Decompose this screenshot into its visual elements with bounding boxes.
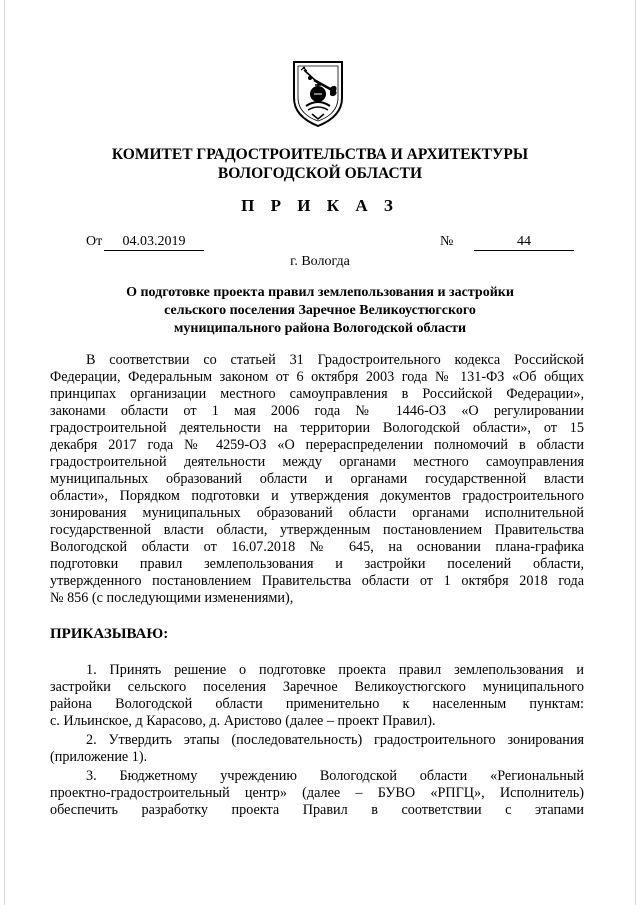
- item-line: обеспечить разработку проекта Правил в соответствии с этапами: [50, 802, 584, 818]
- item-line: проектно-градостроительный центр» (далее – БУВО «РПГЦ», Исполнитель): [50, 785, 584, 801]
- item-line: застройки сельского поселения Заречное Великоустюгского муниципального: [50, 679, 584, 695]
- document-type: П Р И К А З: [241, 196, 399, 215]
- preamble-line: № 856 (с последующими изменениями),: [50, 590, 294, 606]
- preamble-line: принципах организации местного самоуправления в Российской Федерации»,: [50, 386, 584, 402]
- preamble-line: Вологодской области от 16.07.2018 № 645, на основании плана-графика: [50, 539, 584, 555]
- coat-of-arms-icon: [288, 58, 348, 128]
- item-line: 2. Утвердить этапы (последовательность) градостроительного зонирования: [86, 732, 584, 748]
- preamble-line: области», Порядком подготовки и утверждения документов градостроительного: [50, 488, 584, 504]
- item-line: (приложение 1).: [50, 749, 148, 765]
- preamble-line: законами области от 1 мая 2006 года № 1446-ОЗ «О регулировании: [50, 403, 584, 419]
- preamble-line: градостроительной деятельности на территории Вологодской области», от 15: [50, 420, 584, 436]
- item-line: с. Ильинское, д Карасово, д. Аристово (далее – проект Правил).: [50, 713, 436, 729]
- org-name-line2: ВОЛОГОДСКОЙ ОБЛАСТИ: [217, 165, 423, 182]
- order-word: ПРИКАЗЫВАЮ:: [50, 626, 169, 642]
- preamble-line: Федерации, Федеральным законом от 6 октября 2003 года № 131-ФЗ «Об общих: [50, 369, 584, 385]
- number-prefix: №: [440, 234, 454, 249]
- subject-line: муниципального района Вологодской области: [173, 321, 467, 336]
- preamble-line: государственной власти области, утвержденным постановлением Правительства: [50, 522, 584, 538]
- preamble-line: подготовки правил землепользования и застройки поселений области,: [50, 556, 584, 572]
- page-border-left: [4, 0, 5, 905]
- subject-line: сельского поселения Заречное Великоустюгского: [164, 303, 476, 318]
- preamble-line: В соответствии со статьей 31 Градостроительного кодекса Российской: [86, 352, 584, 368]
- subject-line: О подготовке проекта правил землепользования и застройки: [126, 285, 514, 300]
- preamble-line: утвержденного постановлением Правительства области от 1 октября 2018 года: [50, 573, 584, 589]
- date-prefix: От: [86, 234, 103, 249]
- preamble-line: градостроительной деятельности между органами местного самоуправления: [50, 454, 584, 470]
- city: г. Вологда: [290, 254, 350, 269]
- page-border-right: [635, 0, 636, 905]
- preamble-line: декабря 2017 года № 4259-ОЗ «О перераспределении полномочий в области: [50, 437, 584, 453]
- item-line: 3. Бюджетному учреждению Вологодской области «Региональный: [86, 768, 584, 784]
- preamble-line: зонирования муниципальных образований области органами исполнительной: [50, 505, 584, 521]
- document-number: 44: [474, 234, 574, 251]
- item-line: 1. Принять решение о подготовке проекта правил землепользования и: [86, 662, 584, 678]
- org-name-line1: КОМИТЕТ ГРАДОСТРОИТЕЛЬСТВА И АРХИТЕКТУРЫ: [111, 146, 529, 163]
- preamble-line: муниципальных образований области и органами государственной власти: [50, 471, 584, 487]
- document-date: 04.03.2019: [104, 234, 204, 251]
- item-line: района Вологодской области применительно к населенным пунктам:: [50, 696, 584, 712]
